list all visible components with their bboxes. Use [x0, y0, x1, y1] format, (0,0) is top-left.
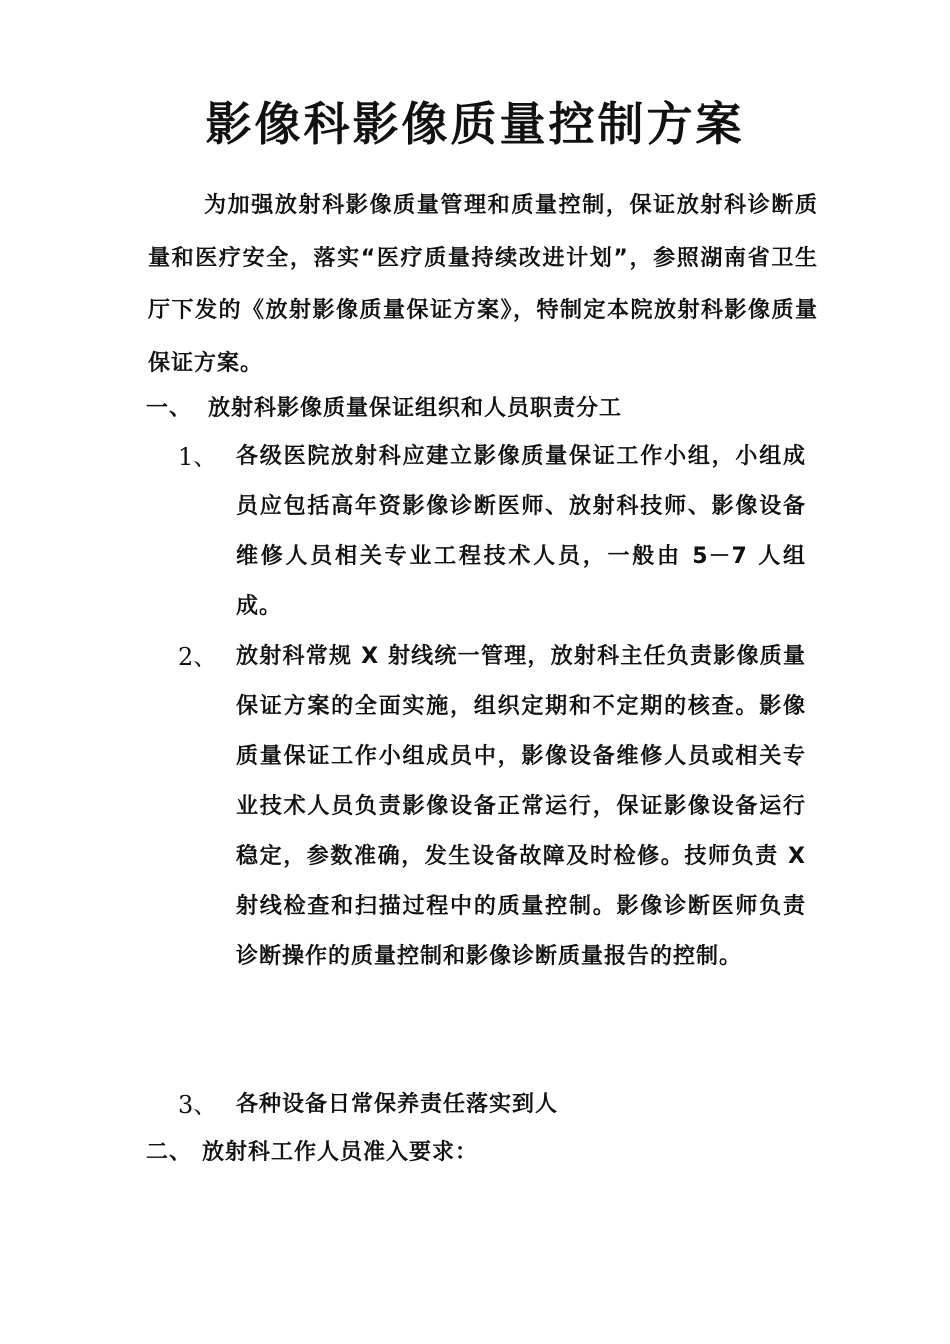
list-item-1-number: 1、 [178, 443, 218, 471]
list-item-3-number: 3、 [178, 1091, 218, 1119]
list-item-2 [178, 632, 818, 982]
section-1-title: 放射科影像质量保证组织和人员职责分工 [208, 396, 623, 421]
section-1-marker: 一、 [146, 396, 193, 421]
section-2-heading [146, 1128, 478, 1178]
section-1-heading [146, 384, 622, 434]
list-item-1 [178, 432, 818, 632]
list-item-2-number: 2、 [178, 643, 218, 671]
list-item-3-text: 各种设备日常保养责任落实到人 [236, 1092, 559, 1117]
list-item-3 [178, 1080, 818, 1130]
list-item-1-text: 各级医院放射科应建立影像质量保证工作小组，小组成员应包括高年资影像诊断医师、放射科技师、影像设备维修人员相关专业工程技术人员，一般由 5－7 人组成。 [236, 444, 806, 619]
section-2-marker: 二、 [146, 1140, 193, 1165]
section-2-title: 放射科工作人员准入要求： [202, 1140, 479, 1165]
list-item-2-text: 放射科常规 X 射线统一管理，放射科主任负责影像质量保证方案的全面实施，组织定期和不定期的核查。影像质量保证工作小组成员中，影像设备维修人员或相关专业技术人员负责影像设备正常运行，保证影像设备运行稳定，参数准确，发生设备故障及时检修。技师负责 X 射线检查和扫描过程中的质量控制。影像诊断医师负责诊断操作的质量控制和影像诊断质量报告的控制。 [236, 644, 806, 969]
intro-paragraph: 为加强放射科影像质量管理和质量控制，保证放射科诊断质量和医疗安全，落实“医疗质量持续改进计划”，参照湖南省卫生厅下发的《放射影像质量保证方案》，特制定本院放射科影像质量保证方案。 [148, 193, 818, 377]
document-title: 影像科影像质量控制方案 [205, 97, 745, 151]
